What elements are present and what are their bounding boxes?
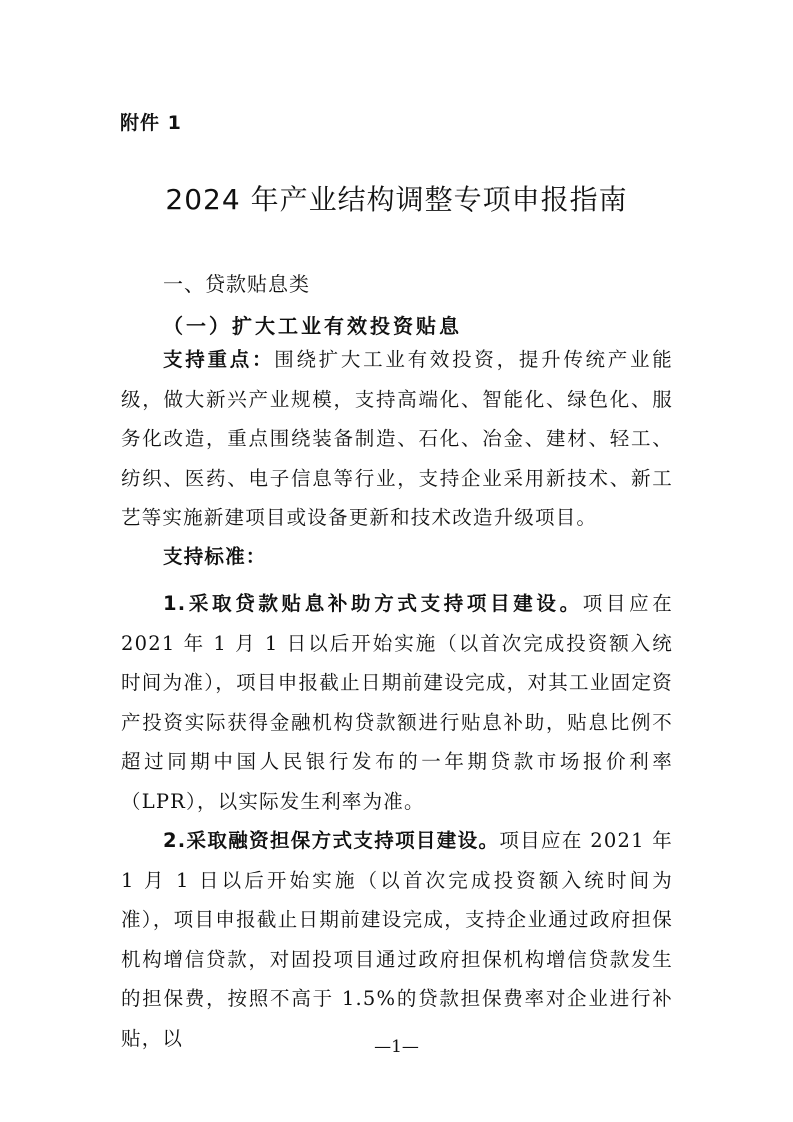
subsection-heading: （一）扩大工业有效投资贴息 xyxy=(163,314,462,338)
support-focus-text: 围绕扩大工业有效投资，提升传统产业能级，做大新兴产业规模，支持高端化、智能化、绿色化、服务化改造，重点围绕装备制造、石化、冶金、建材、轻工、纺织、医药、电子信息等行业，支持企业采用新技术、新工艺等实施新建项目或设备更新和技术改造升级项目。 xyxy=(121,348,673,529)
support-standards-paragraph xyxy=(121,537,673,577)
standard-item-2 xyxy=(121,821,673,1058)
standard-item-1 xyxy=(121,584,673,821)
support-standards-label: 支持标准： xyxy=(163,545,267,568)
standard-item-1-text: 项目应在 2021 年 1 月 1 日以后开始实施（以首次完成投资额入统时间为准），项目申报截止日期前建设完成，对其工业固定资产投资实际获得金融机构贷款额进行贴息补助，贴息比例不超过同期中国人民银行发布的一年期贷款市场报价利率（LPR），以实际发生利率为准。 xyxy=(121,592,673,813)
standard-item-1-lead: 1.采取贷款贴息补助方式支持项目建设。 xyxy=(163,592,583,615)
support-focus-paragraph xyxy=(121,340,673,538)
section-heading: 一、贷款贴息类 xyxy=(163,272,310,296)
document-title: 2024 年产业结构调整专项申报指南 xyxy=(165,183,628,216)
standard-item-2-lead: 2.采取融资担保方式支持项目建设。 xyxy=(163,829,500,852)
attachment-label: 附件 1 xyxy=(120,112,182,134)
standard-item-2-text: 项目应在 2021 年 1 月 1 日以后开始实施（以首次完成投资额入统时间为准），项目申报截止日期前建设完成，支持企业通过政府担保机构增信贷款，对固投项目通过政府担保机构增信贷款发生的担保费，按照不高于 1.5%的贷款担保费率对企业进行补贴，以 xyxy=(121,829,673,1050)
page-number: —1— xyxy=(374,1037,419,1057)
support-focus-label: 支持重点： xyxy=(163,348,275,371)
